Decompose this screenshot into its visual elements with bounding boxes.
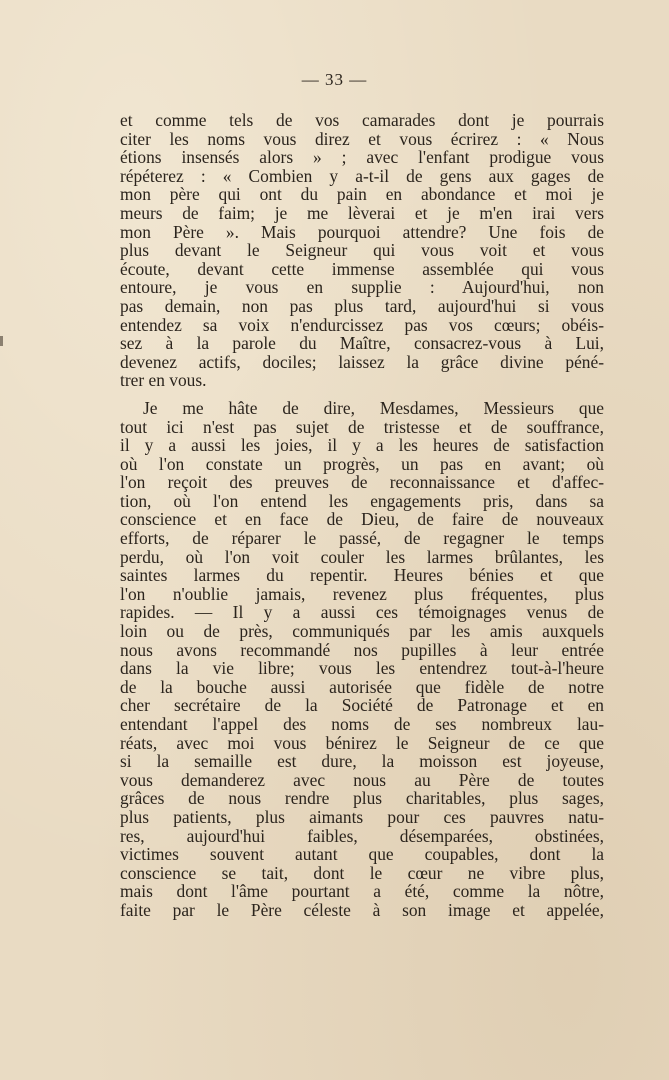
text-line: meurs de faim; je me lèverai et je m'en irai vers <box>120 202 604 223</box>
paragraph-2 <box>120 399 604 920</box>
text-line: mon Père ». Mais pourquoi attendre? Une fois de <box>120 221 604 242</box>
text-line: dans la vie libre; vous les entendrez tout-à-l'heure <box>120 658 604 679</box>
text-line: loin ou de près, communiqués par les amis auxquels <box>120 621 604 642</box>
text-line: mais dont l'âme pourtant a été, comme la nôtre, <box>120 881 604 902</box>
text-line: nous avons recommandé nos pupilles à leur entrée <box>120 639 604 660</box>
text-line: tion, où l'on entend les engagements pris, dans sa <box>120 490 604 511</box>
text-line: mon père qui ont du pain en abondance et moi je <box>120 184 604 205</box>
text-line: si la semaille est dure, la moisson est joyeuse, <box>120 751 604 772</box>
text-line: et comme tels de vos camarades dont je pourrais <box>120 110 604 130</box>
text-line: conscience et en face de Dieu, de faire de nouveaux <box>120 509 604 530</box>
text-line: res, aujourd'hui faibles, désemparées, obstinées, <box>120 825 604 846</box>
text-line: faite par le Père céleste à son image et appelée, <box>120 899 604 920</box>
text-line: plus patients, plus aimants pour ces pauvres natu- <box>120 806 604 827</box>
text-line: grâces de nous rendre plus charitables, plus sages, <box>120 788 604 809</box>
text-line: écoute, devant cette immense assemblée qui vous <box>120 258 604 279</box>
text-line: il y a aussi les joies, il y a les heures de satisfaction <box>120 435 604 456</box>
text-line: perdu, où l'on voit couler les larmes brûlantes, les <box>120 546 604 567</box>
text-line: étions insensés alors » ; avec l'enfant prodigue vous <box>120 147 604 168</box>
text-line: l'on n'oublie jamais, revenez plus fréquentes, plus <box>120 583 604 604</box>
text-line: pas demain, non pas plus tard, aujourd'hui si vous <box>120 295 604 316</box>
page-number: — 33 — <box>301 70 368 89</box>
text-line: Je me hâte de dire, Mesdames, Messieurs que <box>143 397 604 418</box>
text-line: sez à la parole du Maître, consacrez-vous à Lui, <box>120 333 604 354</box>
text-line: entoure, je vous en supplie : Aujourd'hui, non <box>120 277 604 298</box>
margin-mark <box>0 336 3 346</box>
text-line: tout ici n'est pas sujet de tristesse et de souffrance, <box>120 416 604 437</box>
text-line: où l'on constate un progrès, un pas en avant; où <box>120 453 604 474</box>
text-line: victimes souvent autant que coupables, dont la <box>120 844 604 865</box>
text-line: répéterez : « Combien y a-t-il de gens aux gages de <box>120 165 604 186</box>
text-line: réats, avec moi vous bénirez le Seigneur de ce que <box>120 732 604 753</box>
text-line: l'on reçoit des preuves de reconnaissance et d'affec- <box>120 472 604 493</box>
text-line: vous demanderez avec nous au Père de toutes <box>120 769 604 790</box>
body-text <box>120 111 604 920</box>
text-line: cher secrétaire de la Société de Patronage et en <box>120 695 604 716</box>
paragraph-1 <box>120 111 604 390</box>
text-line: de la bouche aussi autorisée que fidèle de notre <box>120 676 604 697</box>
text-line: rapides. — Il y a aussi ces témoignages venus de <box>120 602 604 623</box>
text-line: plus devant le Seigneur qui vous voit et vous <box>120 240 604 261</box>
text-line: saintes larmes du repentir. Heures bénies et que <box>120 565 604 586</box>
text-line: trer en vous. <box>120 370 207 391</box>
text-line: conscience se tait, dont le cœur ne vibre plus, <box>120 862 604 883</box>
text-line: citer les noms vous direz et vous écrirez : « Nous <box>120 128 604 149</box>
text-line: efforts, de réparer le passé, de regagner le temps <box>120 528 604 549</box>
text-line: devenez actifs, dociles; laissez la grâce divine péné- <box>120 351 604 372</box>
text-line: entendant l'appel des noms de ses nombreux lau- <box>120 714 604 734</box>
text-line: entendez sa voix n'endurcissez pas vos cœurs; obéis- <box>120 314 604 335</box>
